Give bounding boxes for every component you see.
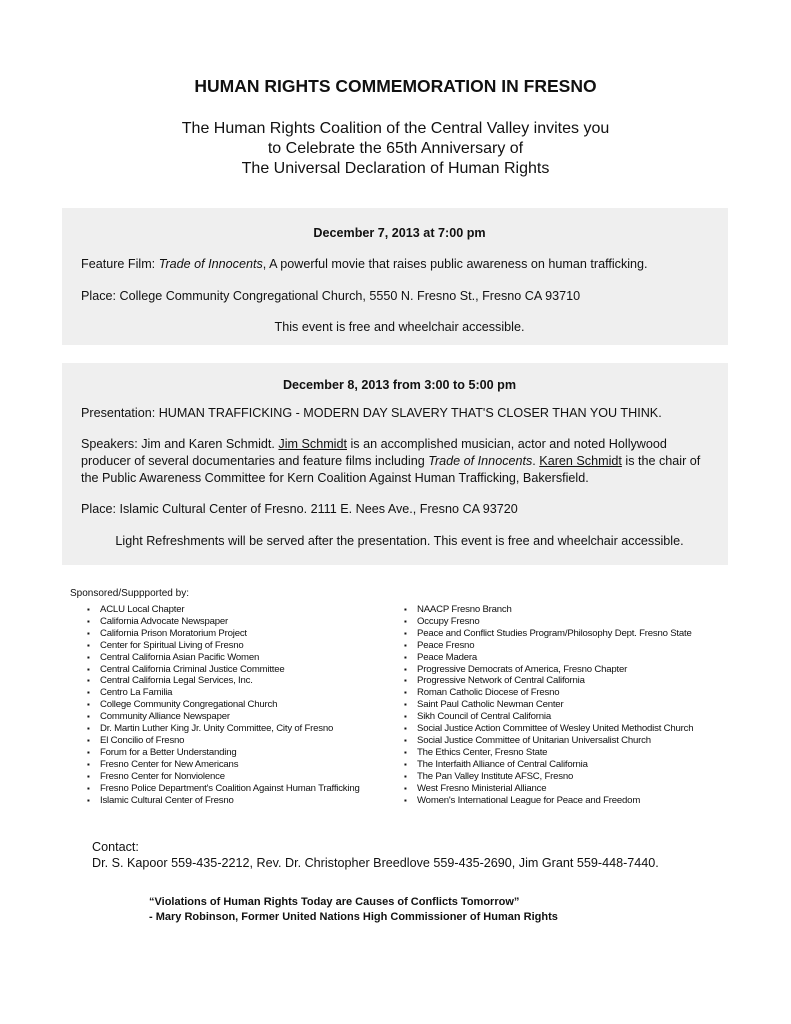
sponsor-item: ▪ Peace and Conflict Studies Program/Philosophy Dept. Fresno State	[417, 628, 693, 640]
quote-attribution: - Mary Robinson, Former United Nations High Commissioner of Human Rights	[149, 911, 558, 923]
sponsor-item: ▪ Fresno Center for Nonviolence	[100, 771, 360, 783]
sponsor-item: ▪ Fresno Center for New Americans	[100, 759, 360, 771]
event1-date: December 7, 2013 at 7:00 pm	[313, 226, 486, 240]
sponsors-list-right	[417, 604, 693, 806]
contact-text: Dr. S. Kapoor 559-435-2212, Rev. Dr. Christopher Breedlove 559-435-2690, Jim Grant 559-448-7440.	[92, 856, 659, 870]
sponsor-item: ▪ Social Justice Action Committee of Wesley United Methodist Church	[417, 723, 693, 735]
sponsor-item: ▪ California Advocate Newspaper	[100, 616, 360, 628]
text: Speakers: Jim and Karen Schmidt.	[81, 437, 279, 451]
sponsor-item: ▪ Progressive Democrats of America, Fresno Chapter	[417, 664, 693, 676]
sponsor-item: ▪ Sikh Council of Central California	[417, 711, 693, 723]
event2-date: December 8, 2013 from 3:00 to 5:00 pm	[282, 378, 517, 392]
speaker-name: Karen Schmidt	[539, 454, 622, 468]
sponsor-item: ▪ Saint Paul Catholic Newman Center	[417, 699, 693, 711]
event2-place: Place: Islamic Cultural Center of Fresno. 2111 E. Nees Ave., Fresno CA 93720	[81, 502, 518, 516]
film-title: Trade of Innocents	[428, 454, 533, 468]
sponsor-item: ▪ El Concilio of Fresno	[100, 735, 360, 747]
speaker-name: Jim Schmidt	[278, 437, 347, 451]
sponsors-list-left	[100, 604, 360, 806]
sponsor-item: ▪ Central California Asian Pacific Women	[100, 652, 360, 664]
sponsor-item: ▪ West Fresno Ministerial Alliance	[417, 783, 693, 795]
event2-note: Light Refreshments will be served after the presentation. This event is free and wheelchair accessible.	[115, 534, 684, 548]
sponsor-item: ▪ ACLU Local Chapter	[100, 604, 360, 616]
sponsor-item: ▪ Occupy Fresno	[417, 616, 693, 628]
quote-text: “Violations of Human Rights Today are Causes of Conflicts Tomorrow”	[149, 896, 520, 908]
sponsor-item: ▪ Community Alliance Newspaper	[100, 711, 360, 723]
film-label: Feature Film:	[81, 257, 159, 271]
sponsor-item: ▪ Forum for a Better Understanding	[100, 747, 360, 759]
event1-note: This event is free and wheelchair accessible.	[274, 320, 525, 334]
subtitle-line: The Universal Declaration of Human Rights	[241, 160, 550, 177]
sponsor-item: ▪ NAACP Fresno Branch	[417, 604, 693, 616]
sponsor-item: ▪ Central California Legal Services, Inc.	[100, 675, 360, 687]
sponsor-item: ▪ Women's International League for Peace and Freedom	[417, 795, 693, 807]
film-title: Trade of Innocents	[158, 257, 263, 271]
sponsor-item: ▪ Roman Catholic Diocese of Fresno	[417, 687, 693, 699]
contact	[92, 839, 659, 871]
text: is the chair of the Public Awareness Committee for Kern Coalition Against Human Trafficking, Bakersfield.	[81, 454, 701, 485]
sponsor-item: ▪ The Ethics Center, Fresno State	[417, 747, 693, 759]
film-desc: , A powerful movie that raises public awareness on human trafficking.	[262, 257, 648, 271]
sponsors-label: Sponsored/Suppported by:	[70, 588, 189, 599]
sponsor-item: ▪ Centro La Familia	[100, 687, 360, 699]
event2-box	[62, 363, 728, 565]
quote	[149, 895, 558, 925]
sponsor-item: ▪ Fresno Police Department's Coalition Against Human Trafficking	[100, 783, 360, 795]
sponsor-item: ▪ Progressive Network of Central California	[417, 675, 693, 687]
sponsor-item: ▪ Peace Fresno	[417, 640, 693, 652]
event1-film	[81, 256, 718, 273]
sponsor-item: ▪ The Pan Valley Institute AFSC, Fresno	[417, 771, 693, 783]
subtitle-line: The Human Rights Coalition of the Central Valley invites you	[181, 120, 610, 137]
subtitle	[0, 119, 791, 179]
event2-speakers	[81, 436, 718, 487]
sponsor-item: ▪ College Community Congregational Church	[100, 699, 360, 711]
text: .	[532, 454, 540, 468]
page-title: HUMAN RIGHTS COMMEMORATION IN FRESNO	[194, 76, 597, 96]
sponsor-item: ▪ Dr. Martin Luther King Jr. Unity Committee, City of Fresno	[100, 723, 360, 735]
sponsor-item: ▪ The Interfaith Alliance of Central California	[417, 759, 693, 771]
sponsor-item: ▪ California Prison Moratorium Project	[100, 628, 360, 640]
event2-presentation: Presentation: HUMAN TRAFFICKING - MODERN DAY SLAVERY THAT'S CLOSER THAN YOU THINK.	[81, 406, 662, 420]
subtitle-line: to Celebrate the 65th Anniversary of	[267, 140, 524, 157]
sponsor-item: ▪ Social Justice Committee of Unitarian Universalist Church	[417, 735, 693, 747]
event1-place: Place: College Community Congregational Church, 5550 N. Fresno St., Fresno CA 93710	[81, 289, 581, 303]
text: is an accomplished musician, actor and noted Hollywood producer of several documentaries and feature films including	[81, 437, 667, 468]
sponsor-item: ▪ Center for Spiritual Living of Fresno	[100, 640, 360, 652]
event1-box	[62, 208, 728, 345]
sponsor-item: ▪ Islamic Cultural Center of Fresno	[100, 795, 360, 807]
sponsor-item: ▪ Peace Madera	[417, 652, 693, 664]
contact-label: Contact:	[92, 840, 139, 854]
sponsor-item: ▪ Central California Criminal Justice Committee	[100, 664, 360, 676]
